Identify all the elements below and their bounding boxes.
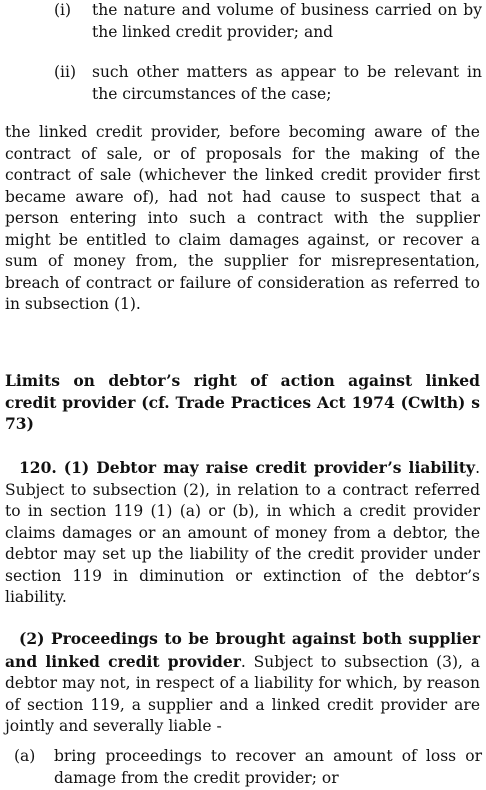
continuation-paragraph: the linked credit provider, before becoming aware of the contract of sale, or of proposals for the making of the contract of sale (whichever the linked credit provider first became aware of), had not had cause to suspect that a person entering into such a contract with the supplier might be entitled to claim damages against, or recover a sum of money from, the supplier for misrepresentation, breach of contract or failure of consideration as referred to in subsection (1).: [5, 123, 480, 313]
list-item-text: the nature and volume of business carried on by the linked credit provider; and: [92, 1, 482, 41]
paragraph-120-1: [5, 457, 480, 609]
list-item-ii: [54, 62, 482, 106]
list-item-number: (i): [54, 1, 72, 19]
subsection-body: . Subject to subsection (2), in relation to a contract referred to in section 119 (1) (a) or (b), in which a credit provider claims damages or an amount of money from a debtor, the debtor may set up the liability of the credit provider under section 119 in diminution or extinction of the debtor’s liability.: [5, 459, 480, 606]
list-item-number: (ii): [54, 63, 77, 81]
list-item-text: bring proceedings to recover an amount of loss or damage from the credit provider; or: [54, 747, 482, 787]
section-heading: Limits on debtor’s right of action against linked credit provider (cf. Trade Practices Act 1974 (Cwlth) s 73): [5, 371, 480, 433]
subsection-heading: (2) Proceedings to be brought against both supplier and linked credit provider: [5, 629, 480, 671]
list-item-a: [14, 746, 482, 790]
list-item-number: (a): [14, 747, 36, 765]
list-item-text: such other matters as appear to be relevant in the circumstances of the case;: [92, 63, 482, 103]
subsection-body: . Subject to subsection (3), a debtor may not, in respect of a liability for which, by reason of section 119, a supplier and a linked credit provider are jointly and severally liable -: [5, 652, 481, 735]
list-item-i: [54, 0, 482, 44]
paragraph-120-2: [5, 628, 480, 738]
subsection-heading: 120. (1) Debtor may raise credit provider’s liability: [19, 458, 476, 477]
